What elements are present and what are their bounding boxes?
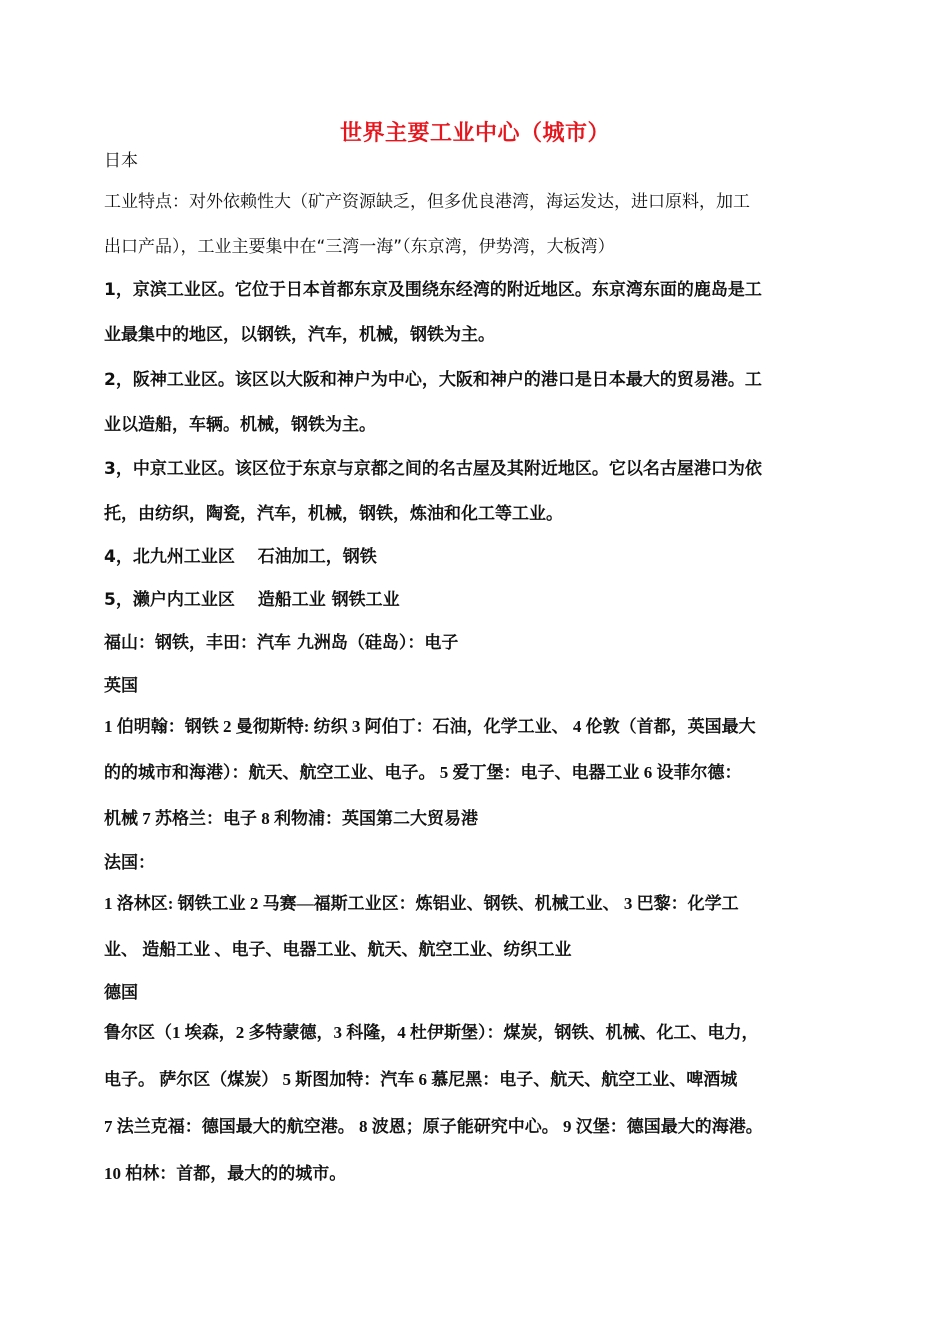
text-line: 2，阪神工业区。该区以大阪和神户为中心，大阪和神户的港口是日本最大的贸易港。工 — [104, 370, 762, 390]
text-line: 鲁尔区（1 埃森，2 多特蒙德，3 科隆，4 杜伊斯堡）：煤炭，钢铁、机械、化工、电力， — [104, 1023, 759, 1042]
section-heading-germany: 德国 — [104, 983, 138, 1003]
text-line: 福山：钢铁，丰田：汽车 九洲岛（硅岛）：电子 — [104, 633, 459, 653]
text-line: 1 洛林区: 钢铁工业 2 马赛—福斯工业区：炼铝业、钢铁、机械工业、 3 巴黎：化学工 — [104, 894, 739, 913]
text-line: 机械 7 苏格兰：电子 8 利物浦：英国第二大贸易港 — [104, 809, 478, 828]
text-line: 4，北九州工业区 石油加工，钢铁 — [104, 547, 377, 567]
section-heading-uk: 英国 — [104, 676, 138, 696]
text-line: 3，中京工业区。该区位于东京与京都之间的名古屋及其附近地区。它以名古屋港口为依 — [104, 459, 762, 479]
text-line: 电子。 萨尔区（煤炭） 5 斯图加特：汽车 6 慕尼黑：电子、航天、航空工业、啤酒城 — [104, 1070, 738, 1089]
text-line: 1，京滨工业区。它位于日本首都东京及围绕东经湾的附近地区。东京湾东面的鹿岛是工 — [104, 280, 762, 300]
section-heading-france: 法国： — [104, 853, 155, 873]
section-heading-japan: 日本 — [104, 151, 138, 171]
text-line: 托，由纺织，陶瓷，汽车，机械，钢铁，炼油和化工等工业。 — [104, 504, 563, 524]
text-line: 10 柏林：首都，最大的的城市。 — [104, 1164, 347, 1183]
text-line: 5，濑户内工业区 造船工业 钢铁工业 — [104, 590, 400, 610]
text-line: 出口产品），工业主要集中在“三湾一海”（东京湾，伊势湾，大板湾） — [104, 237, 615, 257]
page-title: 世界主要工业中心（城市） — [339, 121, 610, 146]
text-line: 业、 造船工业 、电子、电器工业、航天、航空工业、纺织工业 — [104, 940, 572, 959]
text-line: 1 伯明翰：钢铁 2 曼彻斯特: 纺织 3 阿伯丁：石油，化学工业、 4 伦敦（首都，英国最大 — [104, 717, 756, 736]
text-line: 业最集中的地区，以钢铁，汽车，机械，钢铁为主。 — [104, 325, 495, 345]
text-line: 的的城市和海港）：航天、航空工业、电子。 5 爱丁堡：电子、电器工业 6 设菲尔德： — [104, 763, 742, 782]
text-line: 工业特点：对外依赖性大（矿产资源缺乏，但多优良港湾，海运发达，进口原料，加工 — [104, 192, 750, 212]
text-line: 7 法兰克福：德国最大的航空港。 8 波恩；原子能研究中心。 9 汉堡：德国最大的海港。 — [104, 1117, 763, 1136]
text-line: 业以造船，车辆。机械，钢铁为主。 — [104, 415, 376, 435]
